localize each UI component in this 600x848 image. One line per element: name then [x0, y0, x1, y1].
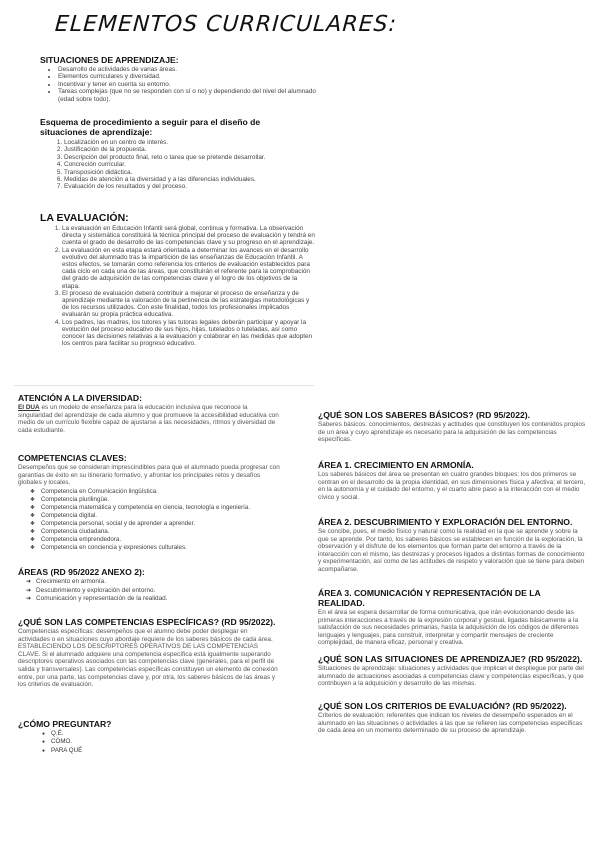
situaciones-q-section [318, 654, 588, 688]
list-item: ➔ Crecimiento en armonía. [26, 578, 280, 587]
atencion-body: es un modelo de enseñanza para la educación inclusiva que reconoce la singularidad del aprendizaje de cada alumno y que promueve la accesibilidad educativa con medio de un currículo flexible capaz de ajustarse a las necesidades, ritmos y diversidad de cada estudiante. [18, 404, 279, 434]
atencion-text [18, 404, 280, 434]
situaciones-heading: SITUACIONES DE APRENDIZAJE: [40, 55, 179, 65]
competencias-list [18, 488, 280, 553]
list-item: ➔ Comunicación y representación de la realidad. [26, 595, 280, 604]
list-item: 1. Localización en un centro de interés. [64, 139, 285, 146]
list-item: 3. Descripción del producto final, reto o tarea que se pretende desarrollar. [64, 154, 285, 161]
list-item: 2. Justificación de la propuesta. [64, 146, 285, 153]
list-item: ❖ Competencia ciudadana. [30, 528, 280, 536]
evaluacion-section [40, 212, 315, 347]
area1-heading: ÁREA 1. CRECIMIENTO EN ARMONÍA. [318, 460, 474, 470]
list-item: 2. La evaluación en esta etapa estará orientada a determinar los avances en el desarrollo evolutivo del alumnado tras la impartición de las enseñanzas de Educación Infantil. A estos efectos, se tomarán como referencia los criterios de evaluación establecidos para cada ciclo en cada una de las áreas, que constituirán el referente para la comprobación del grado de adquisición de las competencias clave y el logro de los objetivos de la etapa. [62, 247, 315, 290]
list-item: ● Q.É. [42, 730, 280, 738]
preguntar-list [18, 730, 280, 755]
atencion-section [18, 393, 280, 434]
competencias-text: Desempeños que se consideran imprescindibles para que el alumnado pueda progresar con garantías de éxito en su itinerario formativo, y afrontar los principales retos y desafíos globales y locales. [18, 464, 280, 487]
preguntar-section [18, 719, 280, 755]
competencias-heading: COMPETENCIAS CLAVES: [18, 453, 127, 463]
situaciones-q-text: Situaciones de aprendizaje: situaciones y actividades que implican el despliegue por parte del alumnado de actuaciones asociadas a competencias clave y competencias específicas, y que contribuyen a la adquisición y desarrollo de las mismas. [318, 665, 584, 688]
list-item: ❖ Competencia emprendedora. [30, 536, 280, 544]
list-item: ❖ Competencia en conciencia y expresiones culturales. [30, 544, 280, 552]
situaciones-list [40, 66, 330, 103]
list-item: ❖ Competencia matemática y competencia en ciencia, tecnología e ingeniería. [30, 504, 280, 512]
list-item: 4. Concreción curricular. [64, 161, 285, 168]
list-item: • Elementos curriculares y diversidad. [58, 73, 330, 80]
area3-section [318, 588, 588, 647]
saberes-section [318, 410, 588, 444]
list-item: ❖ Competencia plurilingüe. [30, 496, 280, 504]
areas-heading: ÁREAS (RD 95/2022 ANEXO 2): [18, 567, 145, 577]
area1-section [318, 460, 588, 501]
area2-text: Se concibe, pues, el medio físico y natural como la realidad en la que se aprende y sobre la que se aprende. Por tanto, los saberes básicos se establecen en función de la exploración, la observación y el disfrute de los elementos que forman parte del entorno a través de la interacción con el mismo, las destrezas y procesos ligados a distintas formas de conocimiento y experimentación, así como de las actitudes de respeto y valoración que se tiene para deben acompañarse. [318, 528, 585, 573]
criterios-text: Criterios de evaluación: referentes que indican los niveles de desempeño esperados en el alumnado en las situaciones o actividades a las que se refieren las competencias específicas de cada área en un momento determinado de su proceso de aprendizaje. [318, 712, 583, 735]
page-title: ELEMENTOS CURRICULARES: [54, 12, 398, 37]
list-item: • Tareas complejas (que no se responden con sí o no) y dependiendo del nivel del alumnado (edad sobre todo). [58, 88, 330, 103]
list-item: 6. Medidas de atención a la diversidad y a las diferencias individuales. [64, 176, 285, 183]
list-item: 5. Transposición didáctica. [64, 169, 285, 176]
areas-list [18, 578, 280, 604]
list-item: 1. La evaluación en Educación Infantil será global, continua y formativa. La observación directa y sistemática constituirá la técnica principal del proceso de evaluación y tendrá en cuenta el grado de desarrollo de las competencias clave y su progreso en el aprendizaje. [62, 225, 315, 247]
list-item: ➔ Descubrimiento y exploración del entorno. [26, 587, 280, 596]
saberes-heading: ¿QUÉ SON LOS SABERES BÁSICOS? (RD 95/2022). [318, 410, 531, 420]
area2-heading: ÁREA 2. DESCUBRIMIENTO Y EXPLORACIÓN DEL ENTORNO. [318, 517, 573, 527]
situaciones-section [40, 55, 330, 103]
area3-heading: ÁREA 3. COMUNICACIÓN Y REPRESENTACIÓN DE LA REALIDAD. [318, 588, 541, 608]
dua-term: El DUA [18, 404, 40, 411]
area2-section [318, 517, 588, 574]
especificas-heading: ¿QUÉ SON LAS COMPETENCIAS ESPECÍFICAS? (RD 95/2022). [18, 617, 276, 627]
especificas-text: Competencias específicas: desempeños que el alumno debe poder desplegar en actividades o en situaciones cuyo abordaje requiere de los saberes básicos de cada área. ESTABLECIENDO LOS DESCRIPTORES OPERATIVOS DE LAS COMPETENCIAS CLAVE. Si el alumnado adquiere una competencia específica está igualmente superando descriptores operativos asociados con las competencias clave (generales, para el perfil de salida y transversales). Las competencias específicas constituyen un elemento de conexión entre, por una parte, las competencias clave y, por otra, los saberes básicos de las áreas y los criterios de evaluación. [18, 628, 278, 689]
list-item: • Desarrollo de actividades de varias áreas. [58, 66, 330, 73]
esquema-list [40, 139, 285, 191]
especificas-section [18, 617, 280, 689]
areas-section [18, 567, 280, 604]
atencion-heading: ATENCIÓN A LA DIVERSIDAD: [18, 393, 142, 403]
list-item: ❖ Competencia personal, social y de aprender a aprender. [30, 520, 280, 528]
esquema-section [40, 117, 285, 191]
section-divider [14, 385, 314, 386]
criterios-section [318, 701, 588, 735]
list-item: ● PARA QUÉ [42, 747, 280, 755]
preguntar-heading: ¿CÓMO PREGUNTAR? [18, 719, 112, 729]
situaciones-q-heading: ¿QUÉ SON LAS SITUACIONES DE APRENDIZAJE? (RD 95/2022). [318, 654, 583, 664]
evaluacion-heading: LA EVALUACIÓN: [40, 212, 129, 224]
criterios-heading: ¿QUÉ SON LOS CRITERIOS DE EVALUACIÓN? (RD 95/2022). [318, 701, 567, 711]
list-item: 4. Los padres, las madres, los tutores y las tutoras legales deberán participar y apoyar la evolución del proceso educativo de sus hijos, hijas, tutelados o tuteladas, así como conocer las decisiones relativas a la evaluación y colaborar en las medidas que adopten los centros para facilitar su progreso educativo. [62, 319, 315, 348]
esquema-heading: Esquema de procedimiento a seguir para el diseño de situaciones de aprendizaje: [40, 117, 261, 137]
list-item: • Incentivar y tener en cuenta su entorno. [58, 81, 330, 88]
evaluacion-list [40, 225, 315, 347]
list-item: ● CÓMO. [42, 738, 280, 746]
area1-text: Los saberes básicos del área se presentan en cuatro grandes bloques: los dos primeros se centran en el desarrollo de la propia identidad, en sus dimensiones física y afectiva; el tercero, en la autonomía y el cuidado del entorno, y el cuarto abre paso a la interacción con el medio cívico y social. [318, 471, 586, 501]
saberes-text: Saberes básicos: conocimientos, destrezas y actitudes que constituyen los contenidos propios de un área y cuyo aprendizaje es necesario para la adquisición de las competencias específicas. [318, 421, 586, 444]
list-item: 7. Evaluación de los resultados y del proceso. [64, 183, 285, 190]
competencias-section [18, 453, 280, 553]
list-item: ❖ Competencia digital. [30, 512, 280, 520]
list-item: 3. El proceso de evaluación deberá contribuir a mejorar el proceso de enseñanza y de aprendizaje mediante la valoración de la pertinencia de las estrategias metodológicas y de los recursos utilizados. Con este finalidad, todos los profesionales implicados evaluarán su propia práctica educativa. [62, 290, 315, 319]
area3-text: En el área se espera desarrollar de forma comunicativa, que irán evolucionando desde las primeras interacciones a través de la expresión corporal y gestual, ligadas básicamente a la satisfacción de sus necesidades primarias, hasta la adquisición de los códigos de diferentes lenguajes y lenguajes, para construir, interpretar y compartir mensajes de creciente complejidad, de manera eficaz, personal y creativa. [318, 609, 579, 647]
list-item: ❖ Competencia en Comunicación lingüística. [30, 488, 280, 496]
